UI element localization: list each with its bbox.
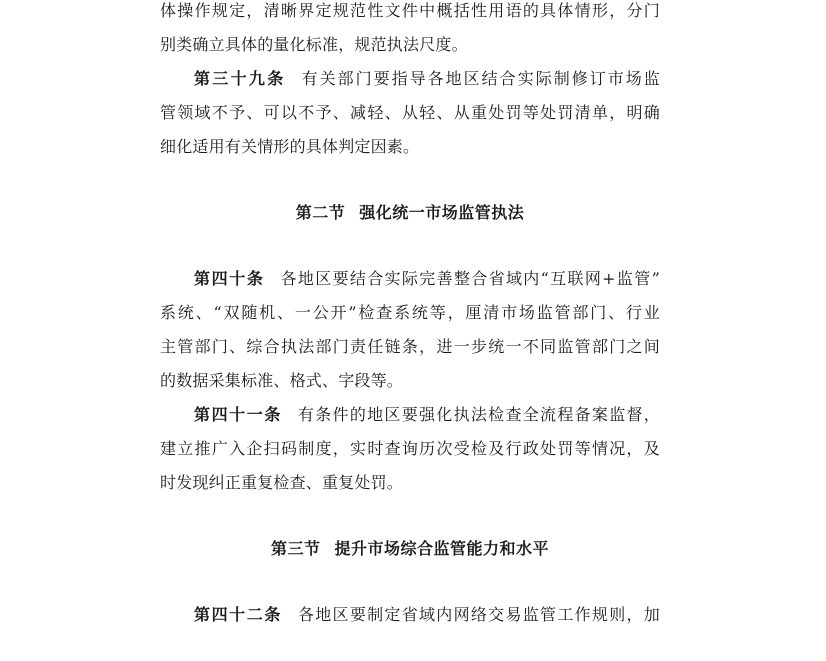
section-2-heading bbox=[160, 196, 660, 230]
article-41-text-1: 有条件的地区要强化执法检查全流程备案监督， bbox=[297, 405, 660, 424]
article-41-line-3: 时发现纠正重复检查、重复处罚。 bbox=[160, 473, 404, 492]
spacer bbox=[160, 230, 660, 262]
article-39-line-3: 细化适用有关情形的具体判定因素。 bbox=[160, 137, 420, 156]
article-40-line-1 bbox=[160, 262, 660, 296]
article-40-text-1: 各地区要结合实际完善整合省域内“互联网+监管” bbox=[280, 269, 660, 288]
article-39-text-1: 有关部门要指导各地区结合实际制修订市场监 bbox=[301, 69, 660, 88]
section-3-title: 提升市场综合监管能力和水平 bbox=[334, 539, 550, 558]
article-42-text-1: 各地区要制定省域内网络交易监管工作规则，加 bbox=[297, 605, 660, 624]
article-42-number: 第四十二条 bbox=[194, 605, 282, 624]
article-39-number: 第三十九条 bbox=[194, 69, 286, 88]
article-40-line-2: 系统、“双随机、一公开”检查系统等，厘清市场监管部门、行业 bbox=[160, 303, 660, 322]
spacer bbox=[160, 164, 660, 196]
spacer bbox=[160, 566, 660, 598]
spacer bbox=[160, 500, 660, 532]
section-2-number: 第二节 bbox=[295, 203, 346, 222]
article-40-number: 第四十条 bbox=[194, 269, 265, 288]
article-40-line-4: 的数据采集标准、格式、字段等。 bbox=[160, 371, 404, 390]
section-3-number: 第三节 bbox=[270, 539, 321, 558]
article-41-line-1 bbox=[160, 398, 660, 432]
article-39-line-1 bbox=[160, 62, 660, 96]
article-42-line-1 bbox=[160, 598, 660, 632]
article-41-number: 第四十一条 bbox=[194, 405, 282, 424]
article-38-line-1: 体操作规定，清晰界定规范性文件中概括性用语的具体情形，分门 bbox=[160, 1, 660, 20]
section-3-heading bbox=[160, 532, 660, 566]
article-39-line-2: 管领域不予、可以不予、减轻、从轻、从重处罚等处罚清单，明确 bbox=[160, 103, 660, 122]
article-40-line-3: 主管部门、综合执法部门责任链条，进一步统一不同监管部门之间 bbox=[160, 337, 660, 356]
section-2-title: 强化统一市场监管执法 bbox=[359, 203, 525, 222]
article-38-line-2: 别类确立具体的量化标准，规范执法尺度。 bbox=[160, 35, 468, 54]
document-page bbox=[160, 0, 660, 632]
article-41-line-2: 建立推广入企扫码制度，实时查询历次受检及行政处罚等情况，及 bbox=[160, 439, 660, 458]
